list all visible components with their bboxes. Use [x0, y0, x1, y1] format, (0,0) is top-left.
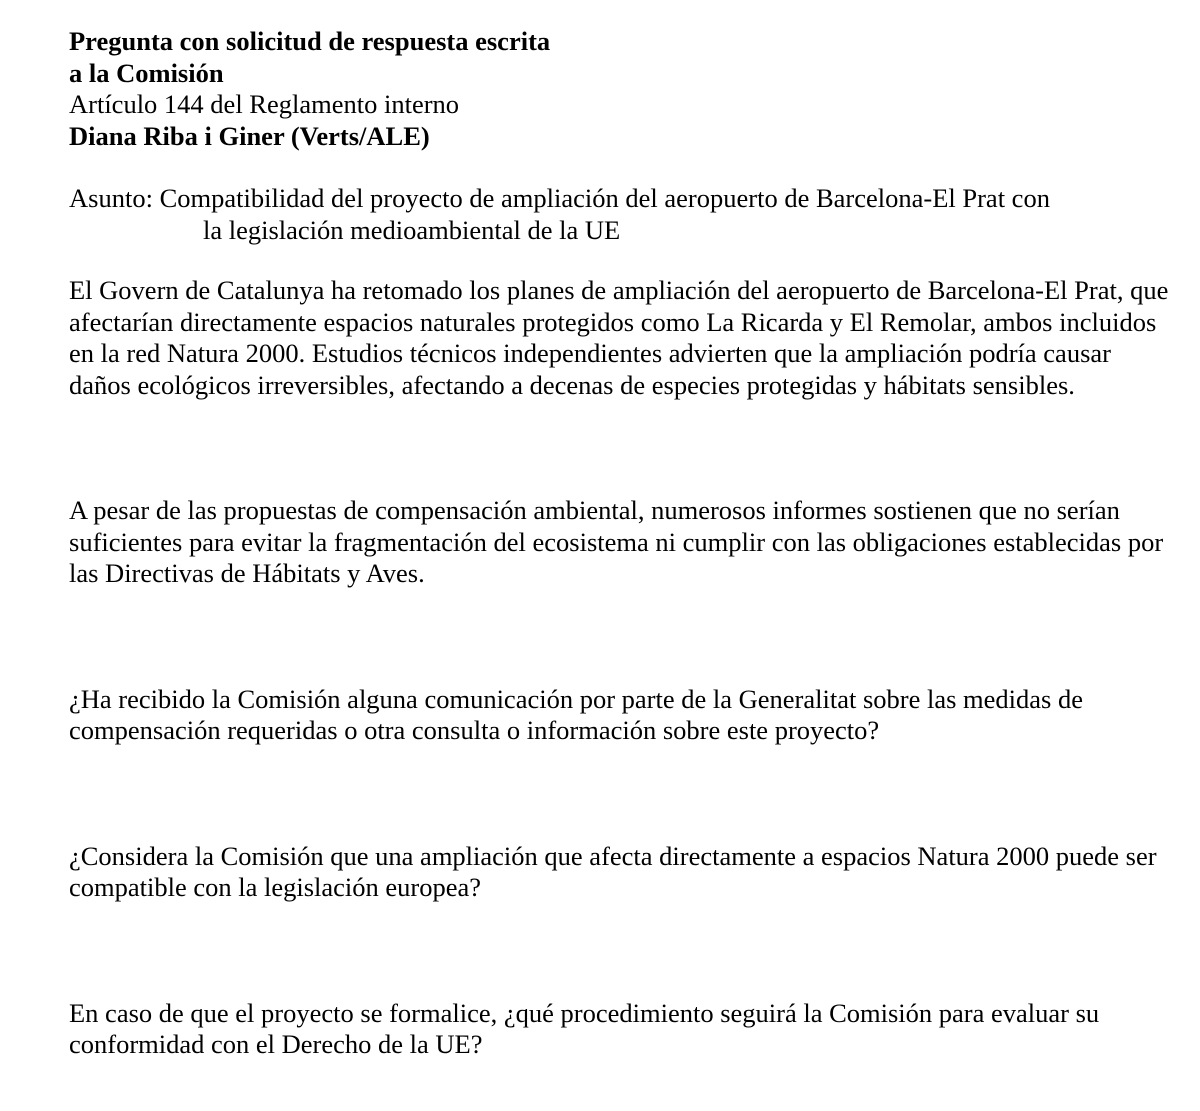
question-header	[69, 26, 1179, 152]
subject-block	[69, 183, 1179, 246]
question-2: ¿Considera la Comisión que una ampliación que afecta directamente a espacios Natura 2000 puede ser compatible con la legislación europea?	[69, 840, 1157, 902]
paragraph-compensation: A pesar de las propuestas de compensación ambiental, numerosos informes sostienen que no serían suficientes para evitar la fragmentación del ecosistema ni cumplir con las obligaciones establecidas por las Directivas de Hábitats y Aves.	[69, 495, 1164, 588]
document-title-line-1: Pregunta con solicitud de respuesta escrita	[69, 26, 551, 56]
subject-text-line-2: la legislación medioambiental de la UE	[203, 214, 621, 245]
document-body	[69, 26, 1179, 1061]
subject-text-line-1: Compatibilidad del proyecto de ampliación del aeropuerto de Barcelona-El Prat con	[159, 183, 1050, 213]
document-title-line-2: a la Comisión	[69, 57, 224, 88]
rule-reference: Artículo 144 del Reglamento interno	[69, 89, 460, 119]
paragraph-context: El Govern de Catalunya ha retomado los planes de ampliación del aeropuerto de Barcelona-El Prat, que afectarían directamente espacios naturales protegidos como La Ricarda y El Remolar, ambos incluidos en la red Natura 2000. Estudios técnicos independientes advierten que la ampliación podría causar daños ecológicos irreversibles, afectando a decenas de especies protegidas y hábitats sensibles.	[69, 275, 1169, 400]
subject-label: Asunto:	[69, 183, 153, 213]
question-1: ¿Ha recibido la Comisión alguna comunicación por parte de la Generalitat sobre las medidas de compensación requeridas o otra consulta o información sobre este proyecto?	[69, 683, 1084, 745]
question-3: En caso de que el proyecto se formalice, ¿qué procedimiento seguirá la Comisión para evaluar su conformidad con el Derecho de la UE?	[69, 997, 1100, 1059]
subject-first-row	[69, 183, 1179, 215]
author-name: Diana Riba i Giner (Verts/ALE)	[69, 120, 430, 151]
